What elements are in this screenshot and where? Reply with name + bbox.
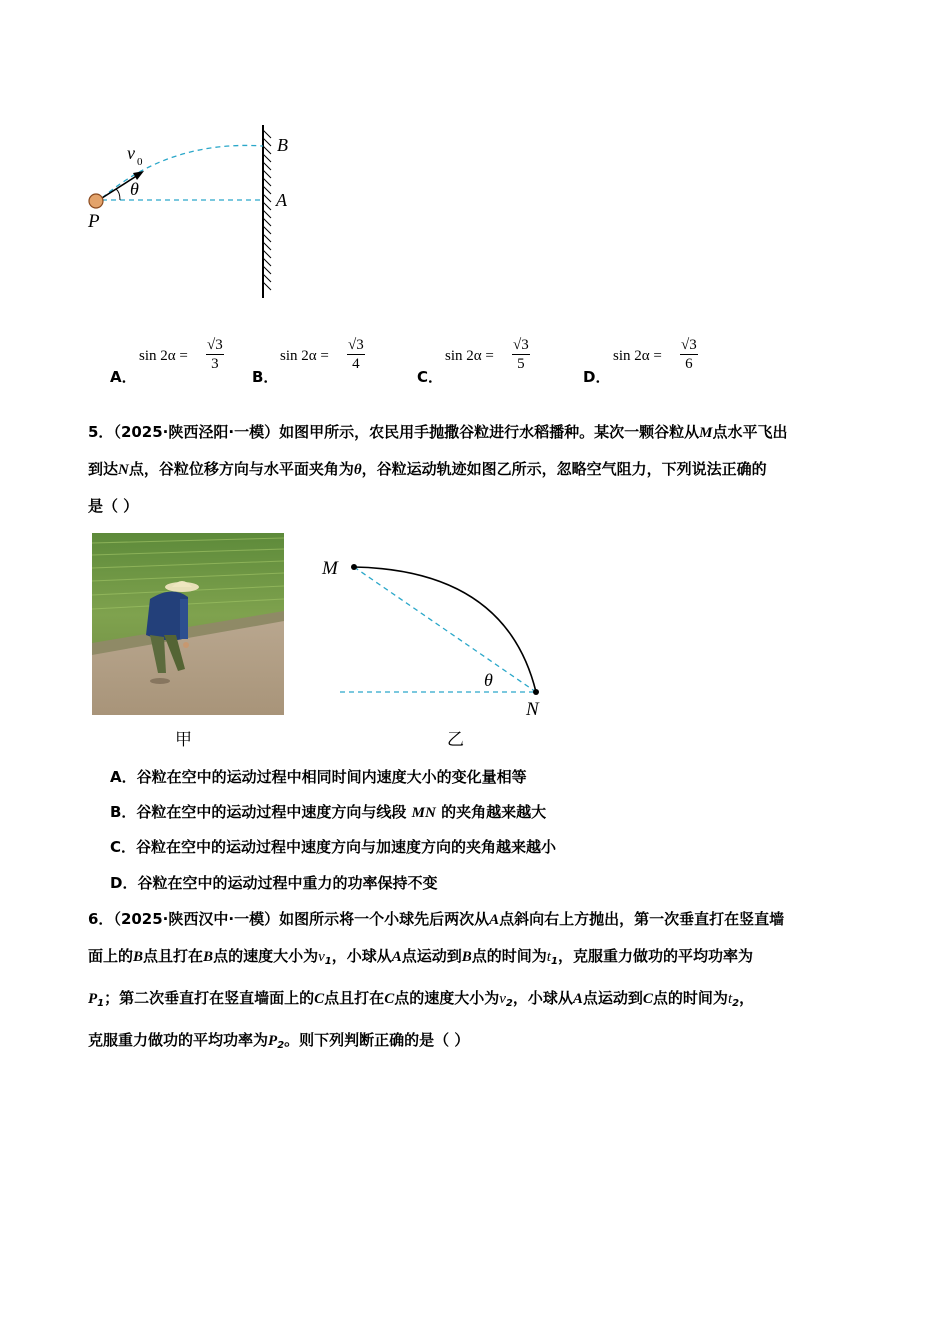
label-theta: θ — [484, 670, 493, 690]
point-a: A — [489, 912, 500, 928]
point-b: B — [133, 949, 144, 965]
point-m-dot — [351, 564, 357, 570]
v0-label: v — [127, 143, 135, 163]
q5-option-c[interactable]: C．谷粒在空中的运动过程中速度方向与加速度方向的夹角越来越小 — [110, 838, 557, 856]
option-formula: sin 2α = — [139, 348, 188, 364]
trajectory-diagram — [316, 552, 556, 722]
q6-text: 点运动到 — [582, 989, 643, 1007]
point-n: N — [118, 462, 129, 478]
point-c: C — [314, 991, 325, 1007]
q5-line-3: 是（ ） — [88, 497, 139, 515]
theta-symbol: θ — [353, 462, 362, 478]
fraction-numerator: √3 — [207, 337, 223, 353]
q6-line-4 — [88, 1022, 878, 1064]
q6-text: 点且打在 — [324, 989, 385, 1007]
point-n-dot — [533, 689, 539, 695]
t2-symbol: t — [727, 991, 733, 1007]
q5-line-1 — [88, 414, 878, 451]
q6-text: ，小球从 — [512, 989, 573, 1007]
q5-text: 点，谷粒位移方向与水平面夹角为 — [128, 460, 354, 478]
q6-text: 点运动到 — [401, 947, 462, 965]
q6-text: 点斜向右上方抛出，第一次垂直打在竖直墙 — [499, 910, 785, 928]
option-letter: A． — [110, 368, 137, 386]
option-fraction — [347, 336, 365, 373]
q6-text: ；第二次垂直打在竖直墙面上的 — [104, 989, 315, 1007]
v1-symbol: v — [318, 949, 325, 965]
q6-text: 克服重力做功的平均功率为 — [88, 1031, 269, 1049]
option-fraction — [512, 336, 530, 373]
q6-line-1 — [88, 901, 878, 938]
label-n: N — [526, 699, 539, 720]
fraction-denominator: 6 — [685, 356, 693, 372]
option-formula: sin 2α = — [280, 348, 329, 364]
option-text: 的夹角越来越大 — [441, 803, 547, 821]
q6-text: 点的时间为 — [652, 989, 728, 1007]
point-b: B — [461, 949, 472, 965]
question-number: 5． — [88, 423, 114, 441]
fraction-numerator: √3 — [513, 337, 529, 353]
q6-text: 面上的 — [88, 947, 134, 965]
q5-text: 到达 — [88, 460, 119, 478]
p2-subscript: 2 — [277, 1040, 285, 1051]
caption-yi: 乙 — [447, 730, 464, 750]
option-letter: B． — [252, 368, 279, 386]
fraction-numerator: √3 — [348, 337, 364, 353]
fraction-denominator: 5 — [517, 356, 525, 372]
question-source: （2025·陕西汉中·一模） — [113, 910, 280, 928]
theta-label: θ — [130, 179, 139, 199]
fraction-denominator: 4 — [352, 356, 360, 372]
q5-option-d[interactable]: D．谷粒在空中的运动过程中重力的功率保持不变 — [110, 874, 438, 892]
option-fraction — [680, 336, 698, 373]
q6-text: 点的时间为 — [471, 947, 547, 965]
option-formula: sin 2α = — [445, 348, 494, 364]
wall-hatching — [263, 130, 271, 290]
label-m: M — [322, 558, 338, 579]
option-text: B．谷粒在空中的运动过程中速度方向与线段 — [110, 803, 407, 821]
q6-text: ，克服重力做功的平均功率为 — [557, 947, 753, 965]
q6-text: 点的速度大小为 — [213, 947, 319, 965]
q6-line-2 — [88, 938, 878, 980]
point-m: M — [699, 425, 713, 441]
q6-text: 如图所示将一个小球先后两次从 — [279, 910, 490, 928]
q6-text: 点的速度大小为 — [394, 989, 500, 1007]
projectile-wall-diagram — [80, 120, 320, 310]
v1-subscript: 1 — [324, 956, 332, 967]
point-a: A — [391, 949, 402, 965]
v2-subscript: 2 — [505, 998, 513, 1009]
point-p-label: P — [88, 211, 100, 232]
p1-subscript: 1 — [97, 998, 105, 1009]
option-formula: sin 2α = — [613, 348, 662, 364]
q6-text: ， — [739, 989, 755, 1007]
q6-text: ，小球从 — [331, 947, 392, 965]
ball — [89, 194, 103, 208]
q5-line-2 — [88, 451, 878, 488]
caption-jia: 甲 — [175, 730, 192, 750]
v0-subscript: 0 — [137, 156, 143, 168]
q5-option-a[interactable]: A．谷粒在空中的运动过程中相同时间内速度大小的变化量相等 — [110, 768, 527, 786]
q5-text: 点水平飞出 — [712, 423, 788, 441]
q5-text: ，谷粒运动轨迹如图乙所示，忽略空气阻力，下列说法正确的 — [361, 460, 767, 478]
point-c: C — [642, 991, 653, 1007]
option-letter: D． — [583, 368, 611, 386]
t1-symbol: t — [546, 949, 551, 965]
angle-arc — [116, 189, 120, 200]
p2-symbol: P — [268, 1033, 278, 1049]
v2-symbol: v — [499, 991, 506, 1007]
q6-stem — [88, 901, 878, 1064]
p1-symbol: P — [88, 991, 98, 1007]
q5-text: 如图甲所示，农民用手抛撒谷粒进行水稻播种。某次一颗谷粒从 — [279, 423, 700, 441]
question-source: （2025·陕西泾阳·一模） — [113, 423, 280, 441]
fraction-denominator: 3 — [211, 356, 219, 372]
point-a-label: A — [276, 190, 287, 210]
t2-subscript: 2 — [732, 998, 740, 1009]
fraction-numerator: √3 — [681, 337, 697, 353]
question-number: 6． — [88, 910, 114, 928]
farmer-photo — [92, 533, 284, 715]
q6-line-3 — [88, 980, 878, 1022]
q6-text: 点且打在 — [143, 947, 204, 965]
t1-subscript: 1 — [550, 956, 558, 967]
q5-stem — [88, 414, 878, 524]
option-letter: C． — [417, 368, 444, 386]
point-a: A — [572, 991, 583, 1007]
point-b-label: B — [277, 135, 288, 155]
displacement-dashed-line — [354, 567, 536, 692]
q5-option-b[interactable] — [110, 801, 546, 824]
option-fraction — [206, 336, 224, 373]
segment-mn: MN — [411, 805, 436, 821]
q6-text: 。则下列判断正确的是（ ） — [284, 1031, 470, 1049]
point-c: C — [384, 991, 395, 1007]
point-b: B — [203, 949, 214, 965]
